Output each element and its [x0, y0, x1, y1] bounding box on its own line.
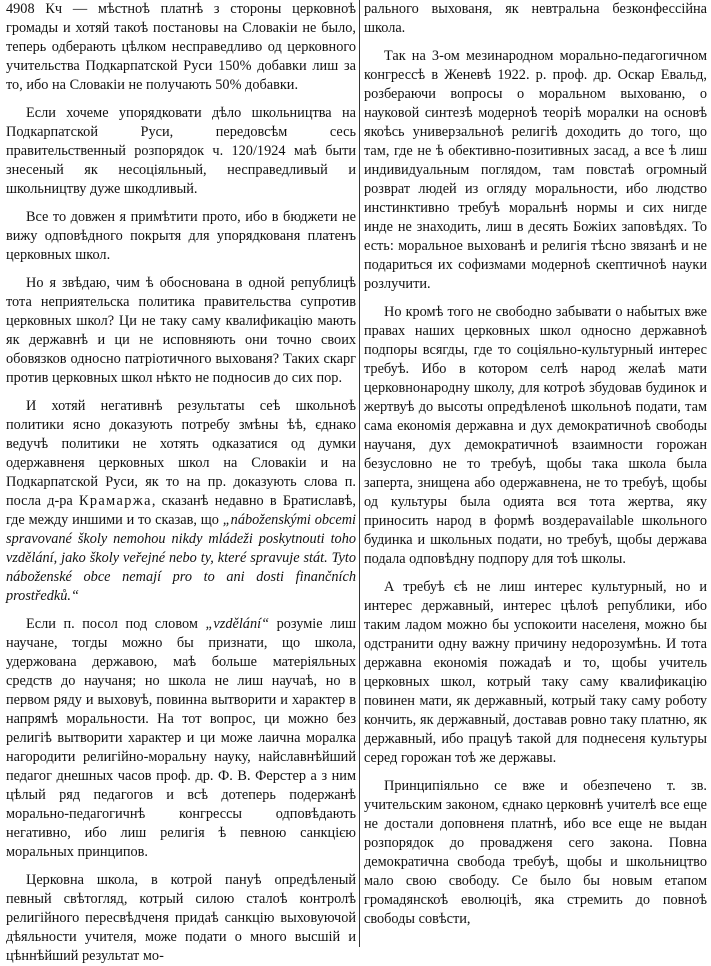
paragraph: Принципіяльно се вже и обезпечено т. зв. учительским законом, єднако церковнѣ учителѣ все еще не достали доповненя платнѣ, ибо все еще не выдан розпорядок до провадженя сего закона. Повна демократична свобода требуѣ, щобы и школьництво мало свою свободу. Се было бы новым етапом громадянскоѣ еволюціѣ, яка стремить до повноѣ свободы совѣсти, [364, 778, 707, 927]
paragraph-text: розуміе лиш научане, тогды можно бы признати, що школа, удержована державою, маѣ больше матеріяльных средств до научаня; но школа не лиш научаѣ, но в первом ряду и выховуѣ, повинна вытворити и характер в напрямѣ моральности. На тот вопрос, ци можно без религіѣ вытворити характер и ци може лаична моралка нагородити религійно-моральну науку, найславнѣйший педагог днешных часов проф. др. Ф. В. Ферстер а з ним цѣлый ряд педагогов и всѣ дотеперь подержанѣ морально-педагогичнѣ конгрессы одповѣдають негативно, ибо лиш религія ѣ певною санкцією моральных принципов. [6, 616, 356, 860]
paragraph-text: , сказанѣ недавно в Братиславѣ, где между иншими и то сказав, що [6, 493, 356, 528]
paragraph [6, 615, 356, 862]
paragraph: 4908 Кч — мѣстноѣ платнѣ з стороны церковноѣ громады и хотяй такоѣ постановы на Словакіи не было, теперь одберають цѣлком несправедливо од церковного учительства Подкарпатской Руси 150% добавки лиш за то, ибо на Словакіи не получають 50% добавки. [6, 1, 356, 93]
paragraph: Все то довжен я примѣтити прото, ибо в бюджети не вижу одповѣдного покрытя для упорядкованя платенъ церковных школ. [6, 209, 356, 263]
paragraph: А требуѣ єѣ не лиш интерес культурный, но и интерес державный, интерес цѣлоѣ републики, ибо таким ладом можно бы успокоити населеня, можно бы одстранити одну важну причину недорозумѣнь. И тота державна економія пожадаѣ и то, щобы учитель церковных школ, котрый таку саму квалификацію повинен мати, як державный, котрый таку саму роботу кончить, як державный, доставав ровно таку платню, як державный, ибо працуѣ такой для поднесеня культуры серед горожан тоѣ же державы. [364, 579, 707, 766]
right-column [364, 0, 707, 929]
paragraph: Если хочеме упорядковати дѣло школьництва на Подкарпатской Руси, передовсѣм сесь правительственный розпорядок ч. 120/1924 маѣ быти знесеный як несоціяльный, несправедливый и школьництву дуже шкодливый. [6, 105, 356, 197]
column-divider [359, 0, 360, 947]
paragraph-text: И хотяй негативнѣ результаты сеѣ школьноѣ политики ясно доказують потребу змѣны ѣѣ, єднако ведучѣ политики не хотять одказатися од думки одержавненя церковных школ на Словакіи и на Подкарпатской Руси, як то на пр. доказують слова п. посла д-ра [6, 398, 356, 509]
paragraph: Церковна школа, в котрой пануѣ опредѣленый певный свѣтогляд, котрый силою сталоѣ контролѣ религійного пересвѣдченя придаѣ санкцію выховуючой дѣяльности учителя, може подати о много высшій и цѣннѣйший результат мо- [6, 872, 356, 964]
paragraph: рального выхованя, як невтральна безконфессійна школа. [364, 1, 707, 36]
quotation: „vzdělání“ [205, 616, 270, 632]
person-name: Крамаржа [78, 493, 152, 509]
quotation: „náboženskými obcemi spravované školy nemohou nikdy mládeži poskytnouti toho vzdělání, jako školy veřejné nebo ty, které spravuje stát. Tyto náboženské obce nemají pro to ani dosti finančních prostředků.“ [6, 512, 356, 604]
left-column [6, 0, 356, 966]
paragraph [6, 397, 356, 606]
paragraph: Но я звѣдаю, чим ѣ обоснована в одной републицѣ тота неприятельска политика правительства супротив церковных школ? Ци не таку саму квалификацію мають як державнѣ и ци не исповняють они точно своих обовязков односно патріотичного выхованя? Таких скарг против церковных школ нѣкто не подносив до сих пор. [6, 275, 356, 386]
paragraph-text: Если п. посол под словом [26, 616, 206, 632]
paragraph: Так на 3-ом мезинародном морально-педагогичном конгрессѣ в Женевѣ 1922. р. проф. др. Оскар Евальд, розбераючи вопросы о моральном выхованю, о науковой синтезѣ модерноѣ теоріѣ моралки на основѣ якоѣсь универзальноѣ религіѣ доходить до того, що там, где не ѣ обективно-позитивных засад, а все ѣ лиш индивидуальным поглядом, там повстаѣ огромный розврат людей из огляду моральности, ибо людство инстинктивно требуѣ моральнѣ нормы и сих нигде инде не знаходить, лиш в десять Божіих заповѣдях. То есть: моральное выхованѣ и религія тѣсно звязанѣ и не подариться их софизмами модерноѣ скептичноѣ науки розлучити. [364, 48, 707, 292]
paragraph: Но кромѣ того не свободно забывати о набытых вже правах наших церковных школ односно державноѣ подпоры всягды, где то соціяльно-культурный интерес требуѣ. Ибо в котором селѣ народ желаѣ мати церковнонародну школу, для котроѣ збудовав будинок и жертвуѣ до высоты опредѣленоѣ школьноѣ подати, там сама економія державна и дух демократичноѣ свободы научаня, дух демократичноѣ взаимности горожан безусловно не то требуѣ, щобы така школа была заперта, знищена або одержавнена, не то требуѣ, щобы од культуры была одията вся тота жертва, яку приносить народ в формѣ воздерavailable школьного будинка и школьных подати, но требуѣ, щобы держава подала одповѣдну подпору для тоѣ школы. [364, 304, 707, 567]
